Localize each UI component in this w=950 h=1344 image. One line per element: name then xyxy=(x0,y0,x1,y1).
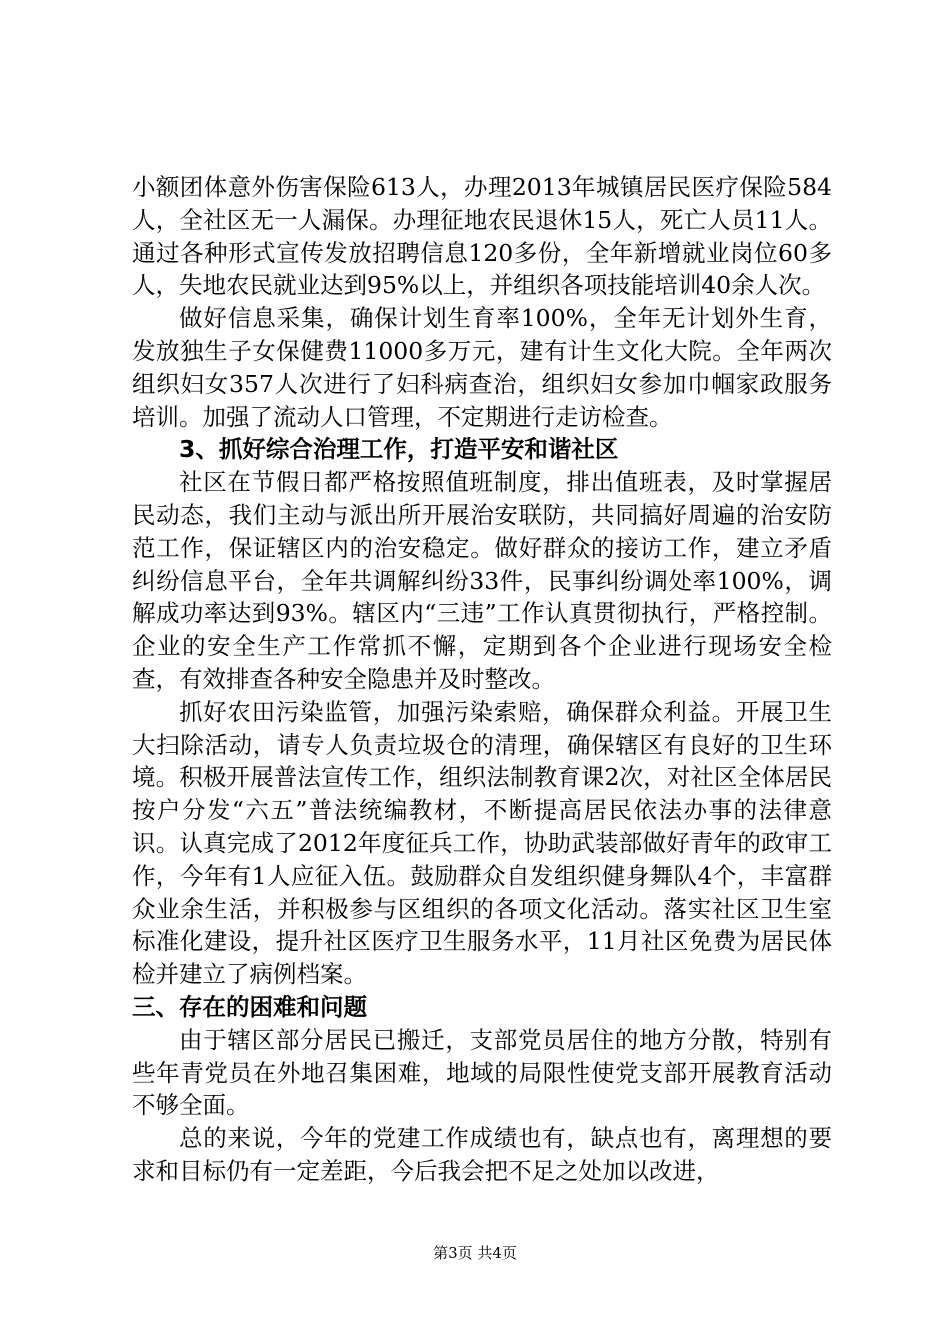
page-footer: 第3页 共4页 xyxy=(433,1244,517,1262)
document-body xyxy=(132,171,832,1188)
paragraph-security-duty: 社区在节假日都严格按照值班制度，排出值班表，及时掌握居民动态，我们主动与派出所开展治安联防，共同搞好周遍的治安防范工作，保证辖区内的治安稳定。做好群众的接访工作，建立矛盾纠纷信息平台，全年共调解纠纷33件，民事纠纷调处率100%，调解成功率达到93%。辖区内“三违”工作认真贯彻执行，严格控制。企业的安全生产工作常抓不懈，定期到各个企业进行现场安全检查，有效排查各种安全隐患并及时整改。 xyxy=(132,468,832,693)
paragraph-environment-culture: 抓好农田污染监管，加强污染索赔，确保群众利益。开展卫生大扫除活动，请专人负责垃圾仓的清理，确保辖区有良好的卫生环境。积极开展普法宣传工作，组织法制教育课2次，对社区全体居民按户分发“六五”普法统编教材，不断提高居民依法办事的法律意识。认真完成了2012年度征兵工作，协助武装部做好青年的政审工作，今年有1人应征入伍。鼓励群众自发组织健身舞队4个，丰富群众业余生活，并积极参与区组织的各项文化活动。落实社区卫生室标准化建设，提升社区医疗卫生服务水平，11月社区免费为居民体检并建立了病例档案。 xyxy=(132,697,832,989)
paragraph-insurance-employment: 小额团体意外伤害保险613人，办理2013年城镇居民医疗保险584人，全社区无一人漏保。办理征地农民退休15人，死亡人员11人。通过各种形式宣传发放招聘信息120多份，全年新增就业岗位60多人，失地农民就业达到95%以上，并组织各项技能培训40余人次。 xyxy=(132,173,832,300)
paragraph-family-planning: 做好信息采集，确保计划生育率100%，全年无计划外生育，发放独生子女保健费11000多万元，建有计生文化大院。全年两次组织妇女357人次进行了妇科病查治，组织妇女参加巾帼家政服务培训。加强了流动人口管理，不定期进行走访检查。 xyxy=(132,304,832,431)
paragraph-difficulties: 由于辖区部分居民已搬迁，支部党员居住的地方分散，特别有些年青党员在外地召集困难，地域的局限性使党支部开展教育活动不够全面。 xyxy=(132,1025,832,1120)
section-heading-problems: 三、存在的困难和问题 xyxy=(132,992,367,1021)
paragraph-summary: 总的来说，今年的党建工作成绩也有，缺点也有，离理想的要求和目标仍有一定差距，今后我会把不足之处加以改进， xyxy=(132,1124,832,1185)
section-heading-safety: 3、抓好综合治理工作，打造平安和谐社区 xyxy=(179,435,619,464)
